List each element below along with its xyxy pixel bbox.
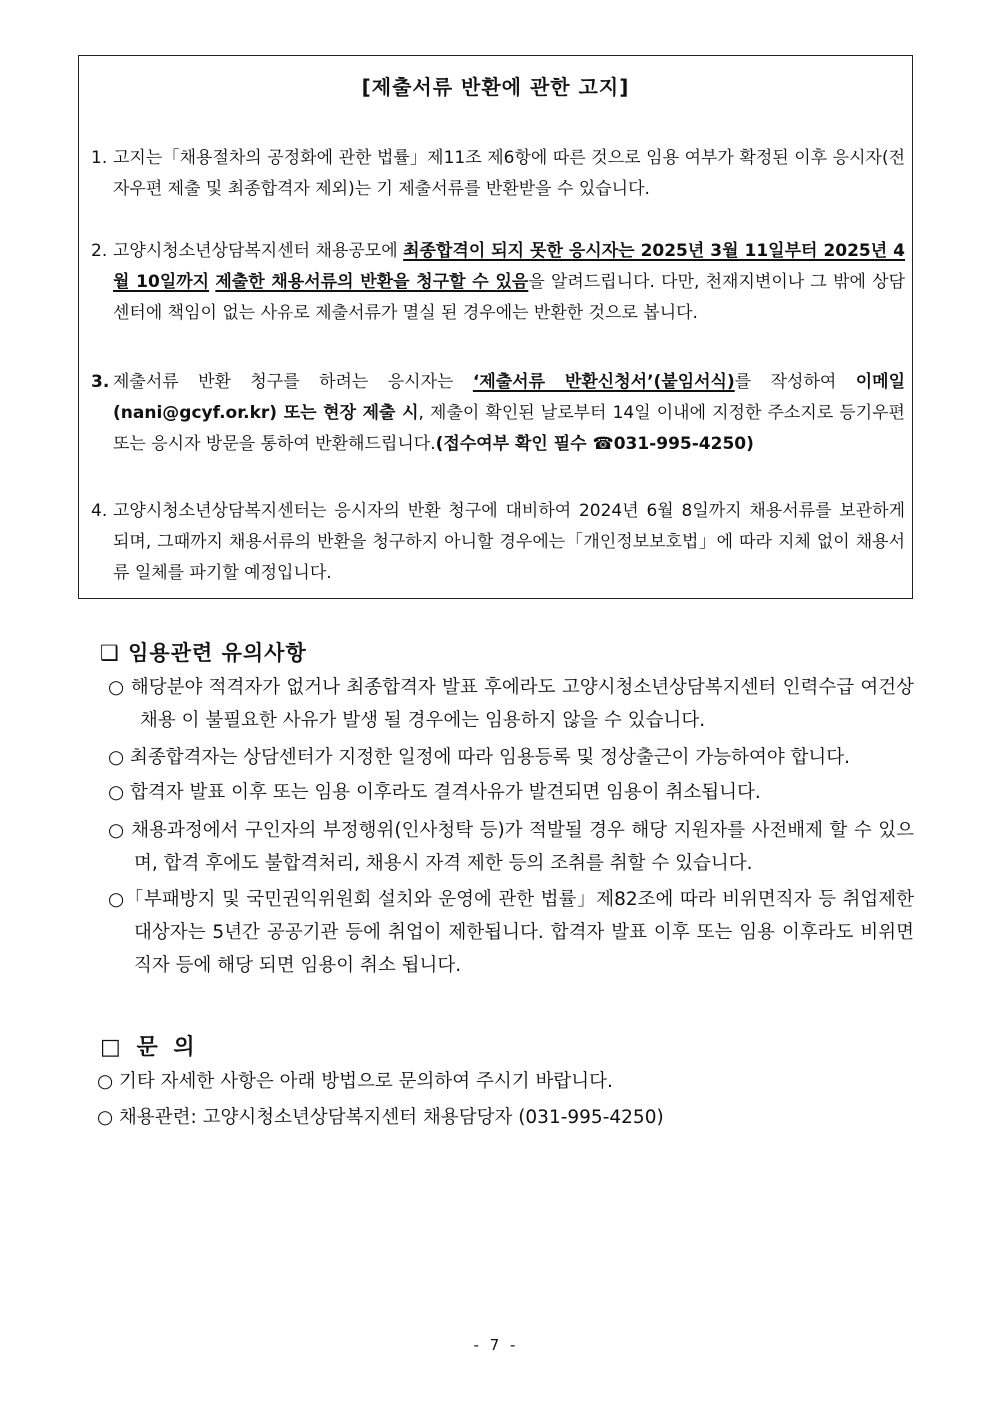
item-text: 고지는「채용절차의 공정화에 관한 법률」제11조 제6항에 따른 것으로 임용 여부가 확정된 이후 응시자(전자우편 제출 및 최종합격자 제외)는 기 제출서류를 반환받을 수 있습니다. <box>113 148 905 199</box>
item-emphasis-period: 최종합격이 되지 못한 응시자는 2025년 3월 11일부터 2025년 4월 10일까지 <box>113 241 905 292</box>
caution-item-text: ○ 합격자 발표 이후 또는 임용 이후라도 결격사유가 발견되면 임용이 취소됩니다. <box>108 782 761 803</box>
item-emphasis-phone: (접수여부 확인 필수 ☎031-995-4250) <box>435 434 754 454</box>
caution-item <box>108 741 914 774</box>
caution-heading: ❑ 임용관련 유의사항 <box>100 641 307 665</box>
notice-item-4 <box>91 496 905 589</box>
notice-title: [제출서류 반환에 관한 고지] <box>361 75 630 99</box>
item-text: 를 작성하여 <box>734 372 856 392</box>
item-number: 2. <box>91 241 108 261</box>
inquiry-item: ○ 채용관련: 고양시청소년상담복지센터 채용담당자 (031-995-4250) <box>97 1107 664 1128</box>
caution-item <box>108 776 914 809</box>
caution-item-text: ○ 최종합격자는 상담센터가 지정한 일정에 따라 임용등록 및 정상출근이 가능하여야 합니다. <box>108 747 851 768</box>
item-number: 1. <box>91 148 108 168</box>
notice-item-3 <box>91 367 905 460</box>
item-emphasis-claim: 제출한 채용서류의 반환을 청구할 수 있음 <box>215 272 529 292</box>
inquiry-item: ○ 기타 자세한 사항은 아래 방법으로 문의하여 주시기 바랍니다. <box>97 1071 613 1092</box>
caution-item-text: ○「부패방지 및 국민권익위원회 설치와 운영에 관한 법률」제82조에 따라 비위면직자 등 취업제한 대상자는 5년간 공공기관 등에 취업이 제한됩니다. 합격자 발표 이후 또는 임용 이후라도 비위면직자 등에 해당 되면 임용이 취소 됩니다. <box>108 889 914 976</box>
caution-item <box>108 883 914 982</box>
item-emphasis-form: ‘제출서류 반환신청서’(붙임서식) <box>472 372 735 392</box>
inquiry-heading: □ 문 의 <box>100 1035 199 1060</box>
caution-item <box>108 814 914 880</box>
item-emphasis-email: 이메일(nani@gcyf.or.kr) 또는 현장 제출 시 <box>113 372 906 423</box>
caution-item-text: ○ 해당분야 적격자가 없거나 최종합격자 발표 후에라도 고양시청소년상담복지센터 인력수급 여건상 채용 이 불필요한 사유가 발생 될 경우에는 임용하지 않을 수 있습니다. <box>108 677 914 731</box>
notice-item-1 <box>91 143 905 205</box>
item-text: 고양시청소년상담복지센터 채용공모에 <box>113 241 404 261</box>
item-text: 을 알려드립니다. 다만, 천재지변이나 그 밖에 상담센터에 책임이 없는 사유로 제출서류가 멸실 된 경우에는 반환한 것으로 봅니다. <box>113 272 906 323</box>
item-text: 고양시청소년상담복지센터는 응시자의 반환 청구에 대비하여 2024년 6월 8일까지 채용서류를 보관하게 되며, 그때까지 채용서류의 반환을 청구하지 아니할 경우에는「개인정보보호법」에 따라 지체 없이 채용서류 일체를 파기할 예정입니다. <box>113 501 905 583</box>
item-number: 3. <box>91 372 110 392</box>
caution-item-text: ○ 채용과정에서 구인자의 부정행위(인사청탁 등)가 적발될 경우 해당 지원자를 사전배제 할 수 있으며, 합격 후에도 불합격처리, 채용시 자격 제한 등의 조취를 취할 수 있습니다. <box>108 820 914 874</box>
caution-item <box>108 671 914 737</box>
item-number: 4. <box>91 501 108 521</box>
page-number: - 7 - <box>473 1336 519 1354</box>
item-text: , 제출이 확인된 날로부터 14일 이내에 지정한 주소지로 등기우편 또는 응시자 방문을 통하여 반환해드립니다. <box>113 403 905 454</box>
item-text: 제출서류 반환 청구를 하려는 응시자는 <box>113 372 473 392</box>
notice-item-2 <box>91 236 905 329</box>
notice-box <box>78 55 913 599</box>
